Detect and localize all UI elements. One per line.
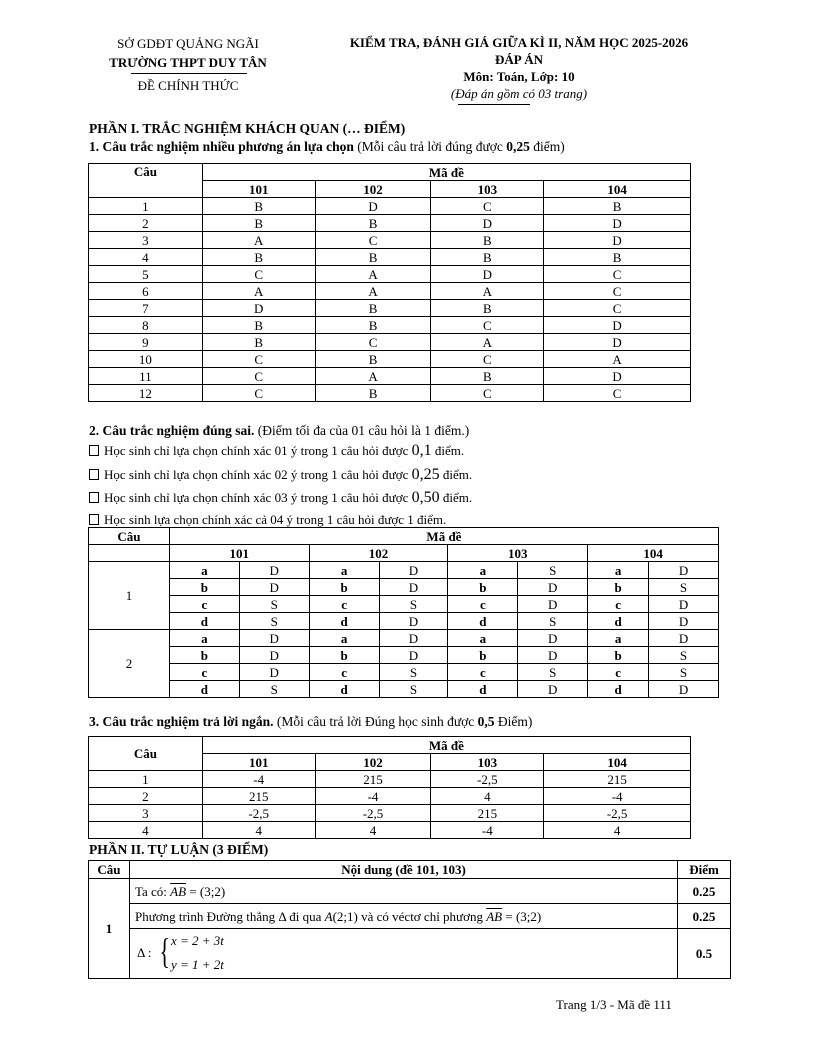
answer-cell: S <box>239 613 309 630</box>
statement-label: a <box>588 630 649 647</box>
brace-icon: { <box>159 931 170 971</box>
answer-cell: D <box>431 266 544 283</box>
part2-title: PHẦN II. TỰ LUẬN (3 ĐIỂM) <box>89 842 269 857</box>
table-row <box>89 317 691 334</box>
question-number: 2 <box>89 788 203 805</box>
answer-cell: A <box>431 334 544 351</box>
answer-cell: D <box>544 317 691 334</box>
answer-cell: B <box>431 368 544 385</box>
answer-cell: A <box>315 266 431 283</box>
essay-step: Δ : { x = 2 + 3t y = 1 + 2t <box>129 929 677 979</box>
statement-label: c <box>169 596 239 613</box>
statement-label: d <box>169 613 239 630</box>
answer-cell: B <box>431 300 544 317</box>
answer-cell: D <box>379 579 448 596</box>
col-score: Điểm <box>678 861 731 879</box>
answer-cell: C <box>431 351 544 368</box>
table-row <box>89 368 691 385</box>
code-header: 104 <box>588 545 719 562</box>
col-content: Nội dung (đề 101, 103) <box>129 861 677 879</box>
answer-cell: 215 <box>431 805 544 822</box>
statement-label: b <box>309 579 379 596</box>
answer-cell: S <box>649 664 719 681</box>
statement-label: d <box>169 681 239 698</box>
answer-cell: B <box>544 249 691 266</box>
table-row <box>89 681 719 698</box>
answer-cell: -4 <box>544 788 691 805</box>
question-number: 8 <box>89 317 203 334</box>
answer-cell: D <box>379 630 448 647</box>
answer-cell: D <box>239 579 309 596</box>
answer-cell: D <box>544 232 691 249</box>
statement-label: c <box>588 596 649 613</box>
question-number: 3 <box>89 805 203 822</box>
answer-cell: D <box>239 630 309 647</box>
table-row <box>89 283 691 300</box>
school-name: TRƯỜNG THPT DUY TÂN <box>109 55 267 70</box>
code-header: 102 <box>315 754 431 771</box>
table-row <box>89 300 691 317</box>
subject-line: Môn: Toán, Lớp: 10 <box>463 69 575 84</box>
statement-label: a <box>309 562 379 579</box>
s2-rule: Học sinh chỉ lựa chọn chính xác 01 ý trong 1 câu hỏi được 0,1 điểm. <box>89 442 464 460</box>
statement-label: c <box>309 596 379 613</box>
answer-cell: A <box>315 368 431 385</box>
answer-cell: B <box>202 215 315 232</box>
s2-rule: Học sinh lựa chọn chính xác cả 04 ý trong 1 câu hỏi được 1 điểm. <box>89 512 446 528</box>
question-number: 2 <box>89 630 170 698</box>
answer-cell: D <box>239 562 309 579</box>
s1-heading: 1. Câu trắc nghiệm nhiều phương án lựa chọn (Mỗi câu trả lời đúng được 0,25 điểm) <box>89 139 565 154</box>
answer-cell: C <box>544 266 691 283</box>
answer-cell: B <box>202 334 315 351</box>
answer-cell: 215 <box>202 788 315 805</box>
answer-cell: A <box>315 283 431 300</box>
table-row <box>89 613 719 630</box>
answer-cell: D <box>518 630 588 647</box>
question-number: 11 <box>89 368 203 385</box>
statement-label: d <box>588 681 649 698</box>
answer-cell: B <box>315 317 431 334</box>
answer-cell: C <box>431 198 544 215</box>
table-row <box>89 351 691 368</box>
short-answer-body <box>89 771 691 839</box>
answer-cell: D <box>649 630 719 647</box>
question-number: 2 <box>89 215 203 232</box>
s3-heading: 3. Câu trắc nghiệm trả lời ngắn. (Mỗi câu trả lời Đúng học sinh được 0,5 Điểm) <box>89 714 533 729</box>
code-header: 103 <box>431 754 544 771</box>
answer-cell: B <box>544 198 691 215</box>
answer-cell: 4 <box>544 822 691 839</box>
question-number: 5 <box>89 266 203 283</box>
table-row <box>89 266 691 283</box>
answer-cell: C <box>431 317 544 334</box>
statement-label: b <box>448 579 518 596</box>
code-header: 101 <box>202 754 315 771</box>
statement-label: d <box>588 613 649 630</box>
mcq-body <box>89 198 691 402</box>
statement-label: c <box>169 664 239 681</box>
answer-cell: 4 <box>315 822 431 839</box>
answer-cell: -4 <box>431 822 544 839</box>
answer-cell: -2,5 <box>544 805 691 822</box>
question-number: 12 <box>89 385 203 402</box>
answer-cell: D <box>518 579 588 596</box>
answer-cell: -4 <box>315 788 431 805</box>
answer-cell: D <box>649 681 719 698</box>
answer-cell: C <box>544 300 691 317</box>
question-number: 4 <box>89 249 203 266</box>
answer-cell: S <box>518 613 588 630</box>
table-row <box>89 630 719 647</box>
statement-label: b <box>309 647 379 664</box>
checkbox-icon <box>89 514 99 525</box>
step-score: 0.25 <box>678 904 731 929</box>
answer-cell: D <box>202 300 315 317</box>
code-header: 103 <box>448 545 588 562</box>
answer-cell: -2,5 <box>315 805 431 822</box>
answer-cell: B <box>315 249 431 266</box>
table-row <box>89 822 691 839</box>
statement-label: a <box>588 562 649 579</box>
answer-cell: D <box>379 647 448 664</box>
answer-cell: C <box>202 385 315 402</box>
answer-cell: D <box>239 664 309 681</box>
statement-label: c <box>448 664 518 681</box>
page-footer: Trang 1/3 - Mã đề 111 <box>556 997 672 1012</box>
answer-cell: S <box>379 681 448 698</box>
answer-cell: B <box>315 351 431 368</box>
header-right <box>300 34 738 102</box>
answer-cell: D <box>544 368 691 385</box>
dept-name: SỞ GDĐT QUẢNG NGÃI <box>117 36 259 51</box>
answer-cell: D <box>315 198 431 215</box>
statement-label: c <box>588 664 649 681</box>
question-number: 7 <box>89 300 203 317</box>
col-made: Mã đề <box>202 737 690 754</box>
code-header: 104 <box>544 754 691 771</box>
col-made: Mã đề <box>169 528 718 545</box>
table-row <box>89 198 691 215</box>
table-row <box>89 334 691 351</box>
answer-cell: B <box>315 300 431 317</box>
statement-label: a <box>448 630 518 647</box>
col-cau: Câu <box>89 861 130 879</box>
truefalse-body <box>89 562 719 698</box>
answer-cell: C <box>544 385 691 402</box>
answer-cell: C <box>544 283 691 300</box>
answer-cell: S <box>239 681 309 698</box>
answer-cell: A <box>544 351 691 368</box>
step-score: 0.5 <box>678 929 731 979</box>
answer-cell: 215 <box>315 771 431 788</box>
col-made: Mã đề <box>202 164 690 181</box>
statement-label: c <box>309 664 379 681</box>
question-number: 1 <box>89 562 170 630</box>
table-row <box>89 596 719 613</box>
answer-cell: C <box>315 334 431 351</box>
answer-cell: D <box>518 681 588 698</box>
answer-cell: D <box>649 562 719 579</box>
s2-rule: Học sinh chỉ lựa chọn chính xác 03 ý trong 1 câu hỏi được 0,50 điểm. <box>89 489 472 507</box>
question-number: 4 <box>89 822 203 839</box>
checkbox-icon <box>89 469 99 480</box>
mcq-table <box>88 163 691 402</box>
code-header: 101 <box>202 181 315 198</box>
table-row <box>89 385 691 402</box>
answer-cell: 4 <box>202 822 315 839</box>
checkbox-icon <box>89 445 99 456</box>
statement-label: a <box>448 562 518 579</box>
answer-cell: C <box>431 385 544 402</box>
answer-cell: A <box>202 232 315 249</box>
answer-cell: D <box>649 613 719 630</box>
s2-rule: Học sinh chỉ lựa chọn chính xác 02 ý trong 1 câu hỏi được 0,25 điểm. <box>89 466 472 484</box>
code-header: 102 <box>315 181 431 198</box>
answer-cell: -2,5 <box>202 805 315 822</box>
table-row <box>89 249 691 266</box>
question-number: 1 <box>89 771 203 788</box>
code-header: 104 <box>544 181 691 198</box>
answer-cell: C <box>202 368 315 385</box>
essay-step: Ta có: $\overline{AB}$ = (3;2) <box>129 879 677 904</box>
statement-label: d <box>309 613 379 630</box>
statement-label: a <box>169 562 239 579</box>
statement-label: c <box>448 596 518 613</box>
col-cau: Câu <box>89 164 203 198</box>
statement-label: a <box>309 630 379 647</box>
answer-cell: B <box>315 385 431 402</box>
essay-step: Phương trình Đường thẳng Δ đi qua A(2;1) và có véctơ chỉ phương $\overline{AB}$ = (3;2) <box>129 904 677 929</box>
answer-cell: B <box>315 215 431 232</box>
col-cau: Câu <box>89 528 170 545</box>
short-answer-table <box>88 736 691 839</box>
essay-table <box>88 860 731 979</box>
question-number: 10 <box>89 351 203 368</box>
table-row <box>89 805 691 822</box>
table-row <box>89 562 719 579</box>
answer-cell: B <box>202 249 315 266</box>
statement-label: b <box>448 647 518 664</box>
answer-cell: -4 <box>202 771 315 788</box>
statement-label: b <box>169 647 239 664</box>
answer-cell: D <box>518 596 588 613</box>
statement-label: d <box>448 613 518 630</box>
answer-cell: -2,5 <box>431 771 544 788</box>
statement-label: a <box>169 630 239 647</box>
answer-cell: D <box>649 596 719 613</box>
answer-cell: 215 <box>544 771 691 788</box>
checkbox-icon <box>89 492 99 503</box>
code-header: 101 <box>169 545 309 562</box>
answer-cell: D <box>544 215 691 232</box>
step-score: 0.25 <box>678 879 731 904</box>
code-header: 102 <box>309 545 448 562</box>
answer-cell: D <box>379 562 448 579</box>
question-number: 6 <box>89 283 203 300</box>
table-row <box>89 771 691 788</box>
pages-note: (Đáp án gồm có 03 trang) <box>450 86 588 101</box>
code-header: 103 <box>431 181 544 198</box>
part1-title: PHẦN I. TRẮC NGHIỆM KHÁCH QUAN (… ĐIỂM) <box>89 121 406 136</box>
answer-cell: S <box>649 579 719 596</box>
answer-cell: D <box>518 647 588 664</box>
header-left <box>88 34 288 95</box>
answer-cell: A <box>431 283 544 300</box>
answer-cell: B <box>431 232 544 249</box>
answer-cell: B <box>202 317 315 334</box>
school-underline <box>131 73 247 74</box>
answer-key-title: ĐÁP ÁN <box>494 52 544 67</box>
empty-cell <box>89 545 170 562</box>
statement-label: b <box>169 579 239 596</box>
official-label: ĐỀ CHÍNH THỨC <box>137 78 239 93</box>
table-row <box>89 232 691 249</box>
answer-cell: S <box>239 596 309 613</box>
answer-cell: S <box>379 596 448 613</box>
table-row <box>89 579 719 596</box>
question-number: 1 <box>89 879 130 979</box>
table-row <box>89 647 719 664</box>
answer-cell: D <box>379 613 448 630</box>
answer-cell: C <box>202 266 315 283</box>
question-number: 3 <box>89 232 203 249</box>
question-number: 9 <box>89 334 203 351</box>
answer-cell: S <box>518 562 588 579</box>
statement-label: b <box>588 647 649 664</box>
question-number: 1 <box>89 198 203 215</box>
answer-cell: C <box>202 351 315 368</box>
answer-cell: A <box>202 283 315 300</box>
pages-underline <box>458 104 530 105</box>
statement-label: d <box>448 681 518 698</box>
answer-cell: D <box>431 215 544 232</box>
truefalse-table <box>88 527 719 698</box>
table-row <box>89 788 691 805</box>
answer-cell: B <box>202 198 315 215</box>
answer-cell: S <box>649 647 719 664</box>
statement-label: b <box>588 579 649 596</box>
answer-cell: 4 <box>431 788 544 805</box>
answer-cell: D <box>544 334 691 351</box>
answer-cell: D <box>239 647 309 664</box>
answer-cell: S <box>379 664 448 681</box>
exam-title: KIỂM TRA, ĐÁNH GIÁ GIỮA KÌ II, NĂM HỌC 2025-2026 <box>349 35 689 50</box>
answer-cell: C <box>315 232 431 249</box>
col-cau: Câu <box>89 737 203 771</box>
answer-cell: B <box>431 249 544 266</box>
answer-cell: S <box>518 664 588 681</box>
s2-heading: 2. Câu trắc nghiệm đúng sai. (Điểm tối đa của 01 câu hỏi là 1 điểm.) <box>89 423 470 438</box>
statement-label: d <box>309 681 379 698</box>
table-row <box>89 215 691 232</box>
table-row <box>89 664 719 681</box>
